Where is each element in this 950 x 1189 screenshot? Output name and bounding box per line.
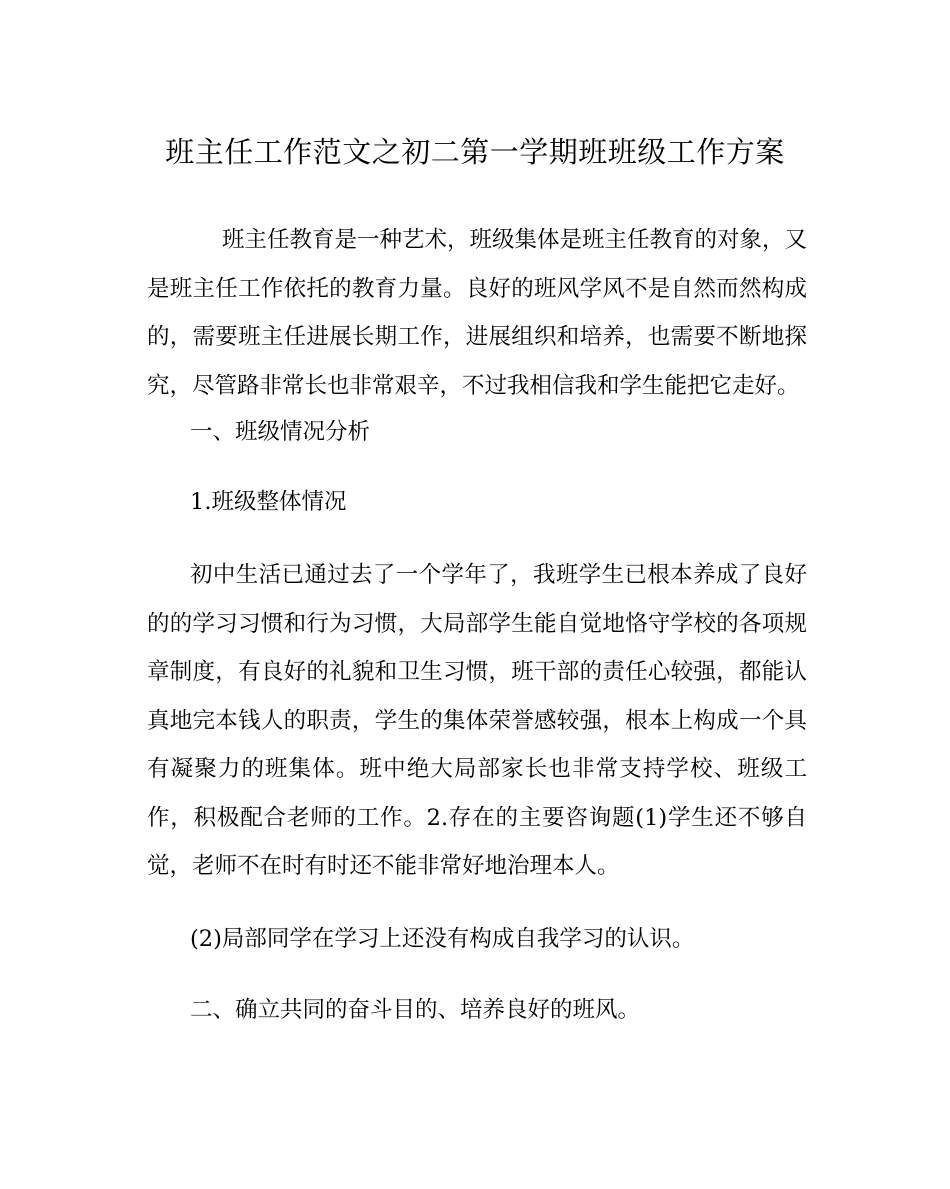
subsection-heading-overall: 1.班级整体情况	[190, 489, 347, 515]
point-2-paragraph: (2)局部同学在学习上还没有构成自我学习的认识。	[190, 926, 695, 952]
document-title: 班主任工作范文之初二第一学期班班级工作方案	[165, 135, 785, 169]
section-heading-class-analysis: 一、班级情况分析	[190, 419, 371, 445]
intro-paragraph: 班主任教育是一种艺术，班级集体是班主任教育的对象，又是班主任工作依托的教育力量。良好的班风学风不是自然而然构成的，需要班主任进展长期工作，进展组织和培养，也需要不断地探究，尽管路非常长也非常艰辛，不过我相信我和学生能把它走好。	[147, 227, 808, 399]
section-heading-goals: 二、确立共同的奋斗目的、培养良好的班风。	[190, 997, 641, 1023]
body-paragraph: 初中生活已通过去了一个学年了，我班学生已根本养成了良好的的学习习惯和行为习惯，大局部学生能自觉地恪守学校的各项规章制度，有良好的礼貌和卫生习惯，班干部的责任心较强，都能认真地完本钱人的职责，学生的集体荣誉感较强，根本上构成一个具有凝聚力的班集体。班中绝大局部家长也非常支持学校、班级工作，积极配合老师的工作。2.存在的主要咨询题(1)学生还不够自觉，老师不在时有时还不能非常好地治理本人。	[147, 562, 807, 879]
